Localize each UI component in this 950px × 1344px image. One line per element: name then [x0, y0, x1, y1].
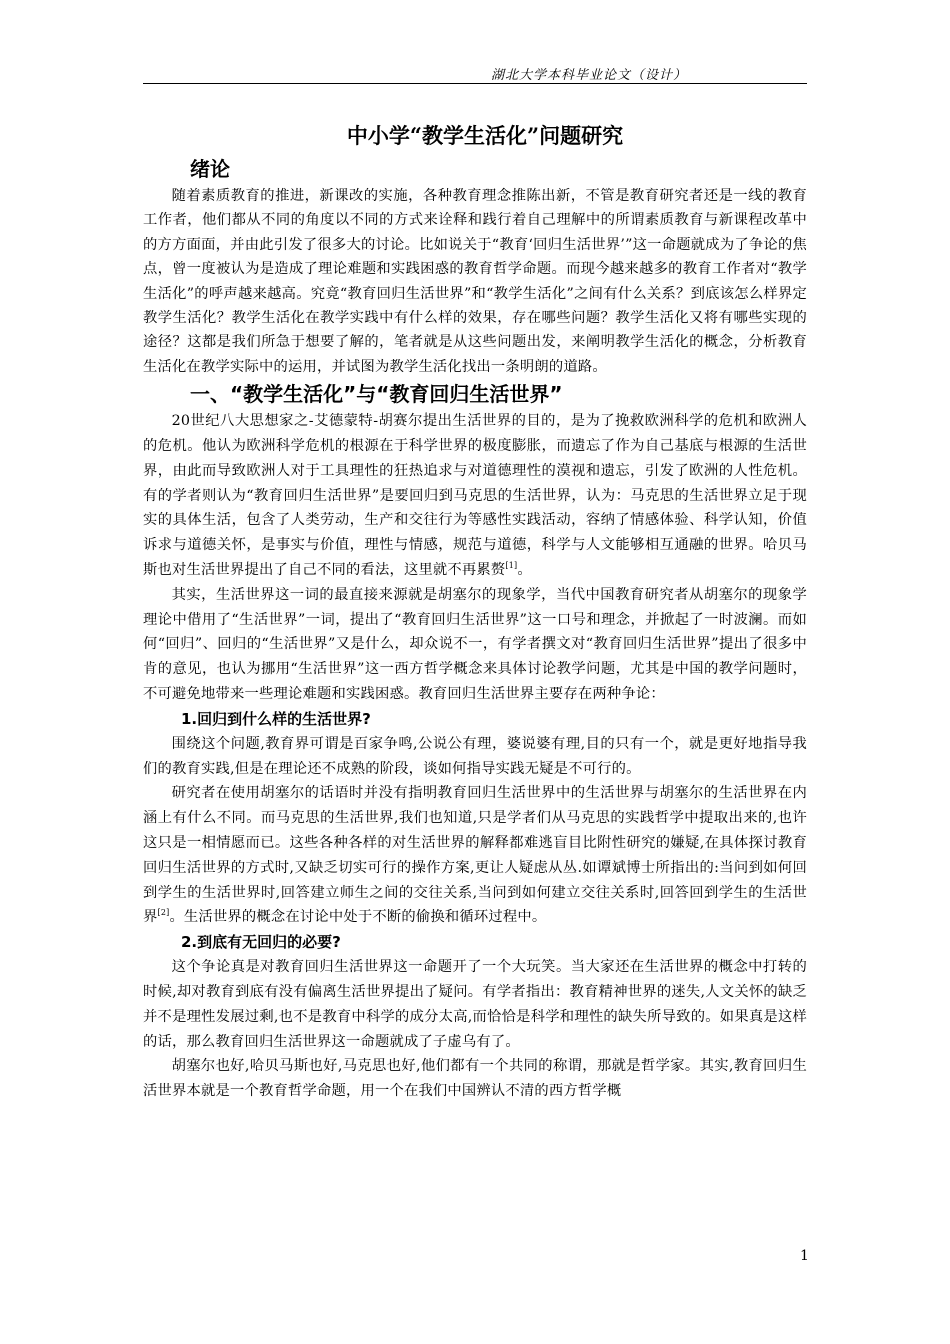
section1-p1-end: 。 [517, 562, 532, 579]
subsection1-p2-end: 。生活世界的概念在讨论中处于不断的偷换和循环过程中。 [169, 909, 547, 926]
paper-body [143, 118, 807, 1104]
section-heading-intro: 绪论 [190, 157, 230, 181]
running-title: 湖北大学本科毕业论文（设计） [490, 68, 687, 83]
intro-paragraph: 随着素质教育的推进，新课改的实施，各种教育理念推陈出新，不管是教育研究者还是一线的教育工作者，他们都从不同的角度以不同的方式来诠释和践行着自己理解中的所谓素质教育与新课程改革中的方方面面，并由此引发了很多大的讨论。比如说关于“教育‘回归生活世界’”这一命题就成为了争论的焦点，曾一度被认为是造成了理论难题和实践困惑的教育哲学命题。而现今越来越多的教育工作者对“教学生活化”的呼声越来越高。究竟“教育回归生活世界”和“教学生活化”之间有什么关系？到底该怎么样界定教学生活化？教学生活化在教学实践中有什么样的效果，存在哪些问题？教学生活化又将有哪些实现的途径？这都是我们所急于想要了解的，笔者就是从这些问题出发，来阐明教学生活化的概念，分析教育生活化在教学实际中的运用，并试图为教学生活化找出一条明朗的道路。 [143, 188, 807, 375]
citation-ref-1[interactable]: [1] [505, 561, 518, 571]
subsection1-paragraph-2 [143, 781, 807, 930]
section1-paragraph-1 [143, 409, 807, 583]
header-rule [143, 83, 807, 84]
page-number: 1 [800, 1248, 809, 1264]
subsection1-paragraph-1: 围绕这个问题,教育界可谓是百家争鸣,公说公有理，婆说婆有理,目的只有一个，就是更好地指导我们的教育实践,但是在理论还不成熟的阶段，谈如何指导实践无疑是不可行的。 [143, 735, 807, 777]
section1-paragraph-2: 其实，生活世界这一词的最直接来源就是胡塞尔的现象学，当代中国教育研究者从胡塞尔的现象学理论中借用了“生活世界”一词，提出了“教育回归生活世界”这一口号和理念，并掀起了一时波澜。而如何“回归”、回归的“生活世界”又是什么，却众说不一，有学者撰文对“教育回归生活世界”提出了很多中肯的意见，也认为挪用“生活世界”这一西方哲学概念来具体讨论教学问题，尤其是中国的教学问题时，不可避免地带来一些理论难题和实践困惑。教育回归生活世界主要存在两种争论： [143, 586, 807, 703]
subsection2-paragraph-1: 这个争论真是对教育回归生活世界这一命题开了一个大玩笑。当大家还在生活世界的概念中打转的时候,却对教育到底有没有偏离生活世界提出了疑问。有学者指出：教育精神世界的迷失,人文关怀的缺乏并不是理性发展过剩,也不是教育中科学的成分太高,而恰恰是科学和理性的缺失所导致的。如果真是这样的话，那么教育回归生活世界这一命题就成了子虚乌有了。 [143, 959, 807, 1050]
subsection2-paragraph-2: 胡塞尔也好,哈贝马斯也好,马克思也好,他们都有一个共同的称谓，那就是哲学家。其实,教育回归生活世界本就是一个教育哲学命题，用一个在我们中国辨认不清的西方哲学概 [143, 1058, 807, 1100]
section1-p1-text: 20世纪八大思想家之-艾德蒙特-胡赛尔提出生活世界的目的，是为了挽救欧洲科学的危机和欧洲人的危机。他认为欧洲科学危机的根源在于科学世界的极度膨胀，而遗忘了作为自己基底与根源的生活世界，由此而导致欧洲人对于工具理性的狂热追求与对道德理性的漠视和遗忘，引发了欧洲的人性危机。有的学者则认为“教育回归生活世界”是要回归到马克思的生活世界，认为：马克思的生活世界立足于现实的具体生活，包含了人类劳动，生产和交往行为等感性实践活动，容纳了情感体验、科学认知，价值诉求与道德关怀，是事实与价值，理性与情感，规范与道德，科学与人文能够相互通融的世界。哈贝马斯也对生活世界提出了自己不同的看法，这里就不再累赘 [143, 413, 807, 579]
subsection1-p2-text: 研究者在使用胡塞尔的话语时并没有指明教育回归生活世界中的生活世界与胡塞尔的生活世界在内涵上有什么不同。而马克思的生活世界,我们也知道,只是学者们从马克思的实践哲学中提取出来的,也许这只是一相情愿而已。这些各种各样的对生活世界的解释都难逃盲目比附性研究的嫌疑,在具体探讨教育回归生活世界的方式时,又缺乏切实可行的操作方案,更让人疑虑从丛.如谭斌博士所指出的:当问到如何回到学生的生活世界时,回答建立师生之间的交往关系,当问到如何建立交往关系时,回答回到学生的生活世界 [143, 785, 807, 926]
subsection-heading-2: 2.到底有无回归的必要? [181, 933, 341, 952]
paper-title: 中小学“教学生活化”问题研究 [346, 123, 624, 148]
section-heading-1: 一、“教学生活化”与“教育回归生活世界” [190, 382, 563, 407]
subsection-heading-1: 1.回归到什么样的生活世界? [181, 709, 371, 728]
citation-ref-2[interactable]: [2] [157, 908, 170, 918]
